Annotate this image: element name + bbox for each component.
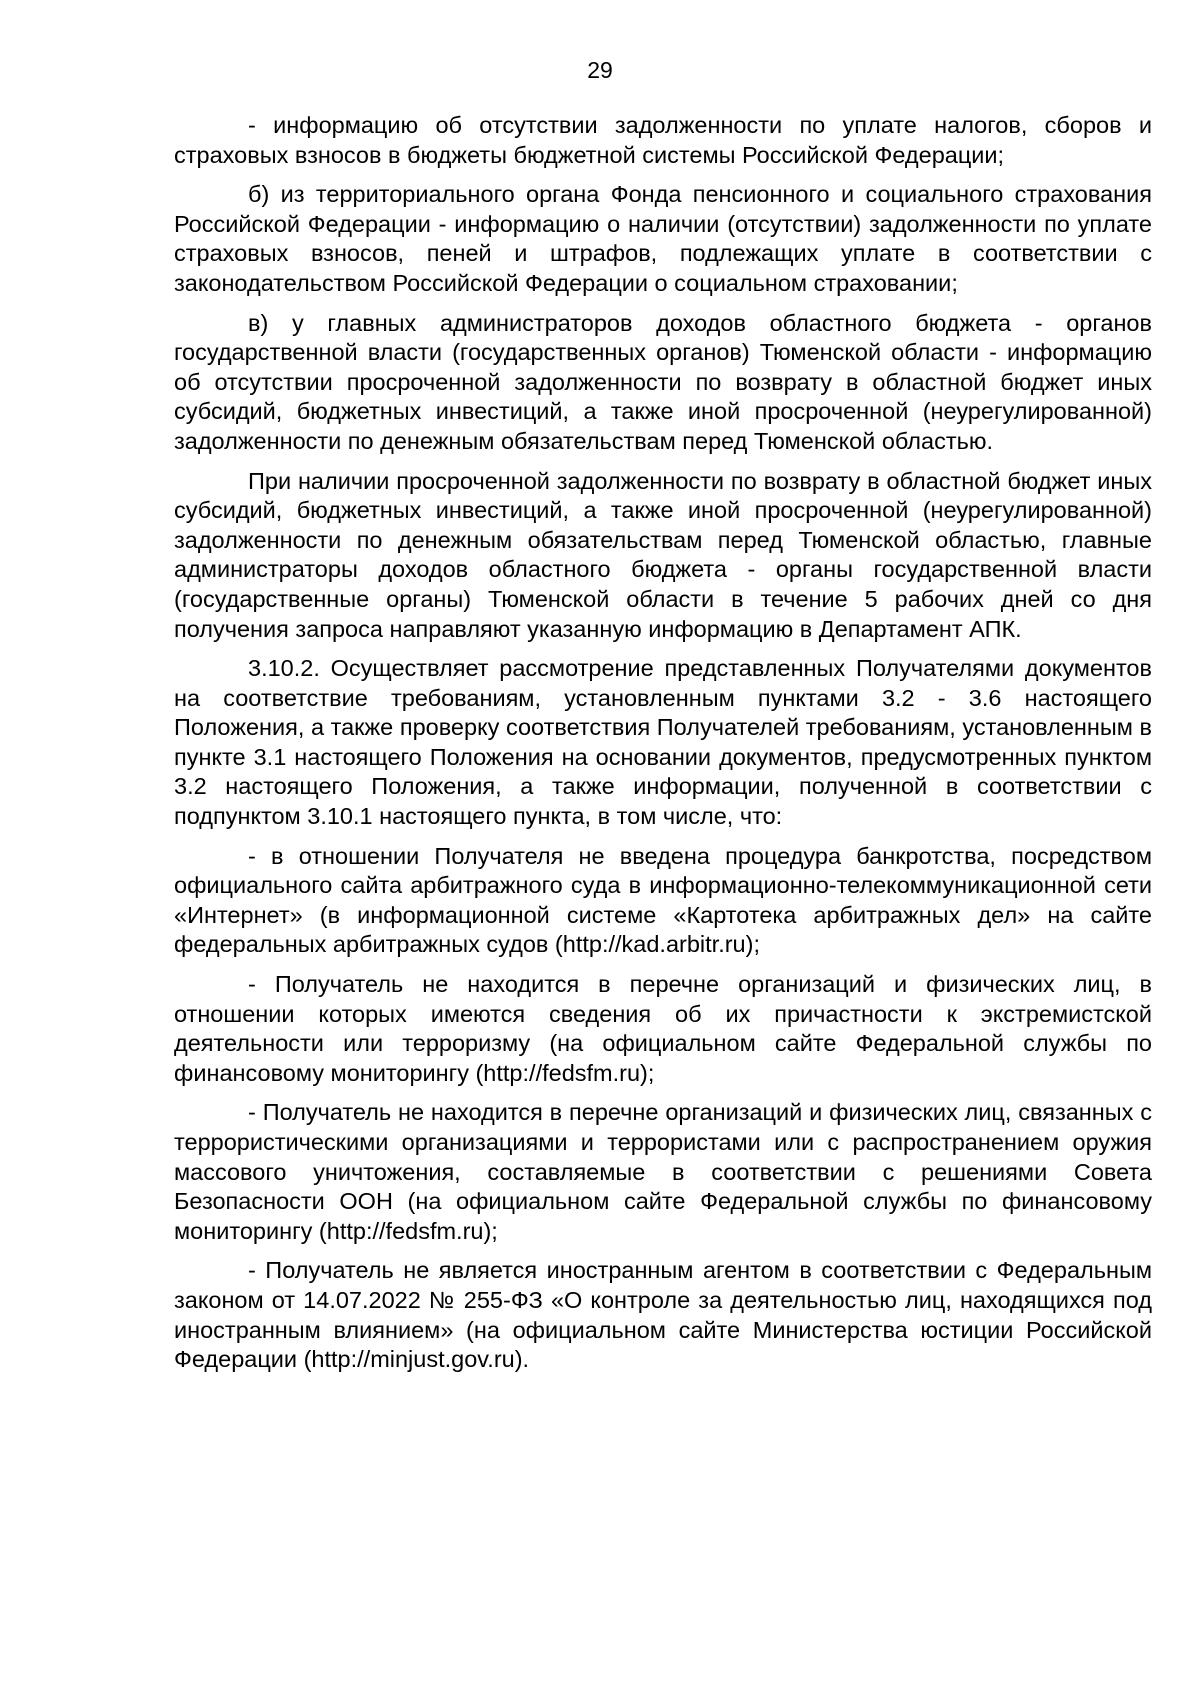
paragraph-3-10-2: 3.10.2. Осуществляет рассмотрение представленных Получателями документов на соответствие требованиям, установленным пунктами 3.2 - 3.6 настоящего Положения, а также проверку соответствия Получателей требованиям, установленным в пункте 3.1 настоящего Положения на основании документов, предусмотренных пунктом 3.2 настоящего Положения, а также информации, полученной в соответствии с подпунктом 3.10.1 настоящего пункта, в том числе, что: bbox=[174, 655, 1152, 830]
paragraph-overdue-debt: При наличии просроченной задолженности по возврату в областной бюджет иных субсидий, бюджетных инвестиций, а также иной просроченной (неурегулированной) задолженности по денежным обязательствам перед Тюменской областью, главные администраторы доходов областного бюджета - органы государственной власти (государственные органы) Тюменской области в течение 5 рабочих дней со дня получения запроса направляют указанную информацию в Департамент АПК. bbox=[174, 467, 1152, 642]
paragraph-pension-fund: б) из территориального органа Фонда пенсионного и социального страхования Российской Федерации - информацию о наличии (отсутствии) задолженности по уплате страховых взносов, пеней и штрафов, подлежащих уплате в соответствии с законодательством Российской Федерации о социальном страховании; bbox=[174, 181, 1152, 296]
paragraph-foreign-agent-check: - Получатель не является иностранным агентом в соответствии с Федеральным законом от 14.07.2022 № 255-ФЗ «О контроле за деятельностью лиц, находящихся под иностранным влиянием» (на официальном сайте Министерства юстиции Российской Федерации (http://minjust.gov.ru). bbox=[174, 1257, 1152, 1373]
paragraph-tax-debt-info: - информацию об отсутствии задолженности по уплате налогов, сборов и страховых взносов в бюджеты бюджетной системы Российской Федерации; bbox=[174, 112, 1152, 168]
paragraph-extremism-check: - Получатель не находится в перечне организаций и физических лиц, в отношении которых имеются сведения об их причастности к экстремистской деятельности или терроризму (на официальном сайте Федеральной службы по финансовому мониторингу (http://fedsfm.ru); bbox=[174, 971, 1152, 1086]
page-number: 29 bbox=[587, 57, 613, 83]
paragraph-revenue-administrators: в) у главных администраторов доходов областного бюджета - органов государственной власти (государственных органов) Тюменской области - информацию об отсутствии просроченной задолженности по возврату в областной бюджет иных субсидий, бюджетных инвестиций, а также иной просроченной (неурегулированной) задолженности по денежным обязательствам перед Тюменской областью. bbox=[174, 309, 1152, 454]
document-body bbox=[174, 111, 1152, 1385]
paragraph-bankruptcy-check: - в отношении Получателя не введена процедура банкротства, посредством официального сайта арбитражного суда в информационно-телекоммуникационной сети «Интернет» (в информационной системе «Картотека арбитражных дел» на сайте федеральных арбитражных судов (http://kad.arbitr.ru); bbox=[174, 842, 1152, 958]
paragraph-terrorism-list-check: - Получатель не находится в перечне организаций и физических лиц, связанных с террористическими организациями и террористами или с распространением оружия массового уничтожения, составляемые в соответствии с решениями Совета Безопасности ООН (на официальном сайте Федеральной службы по финансовому мониторингу (http://fedsfm.ru); bbox=[174, 1099, 1152, 1244]
